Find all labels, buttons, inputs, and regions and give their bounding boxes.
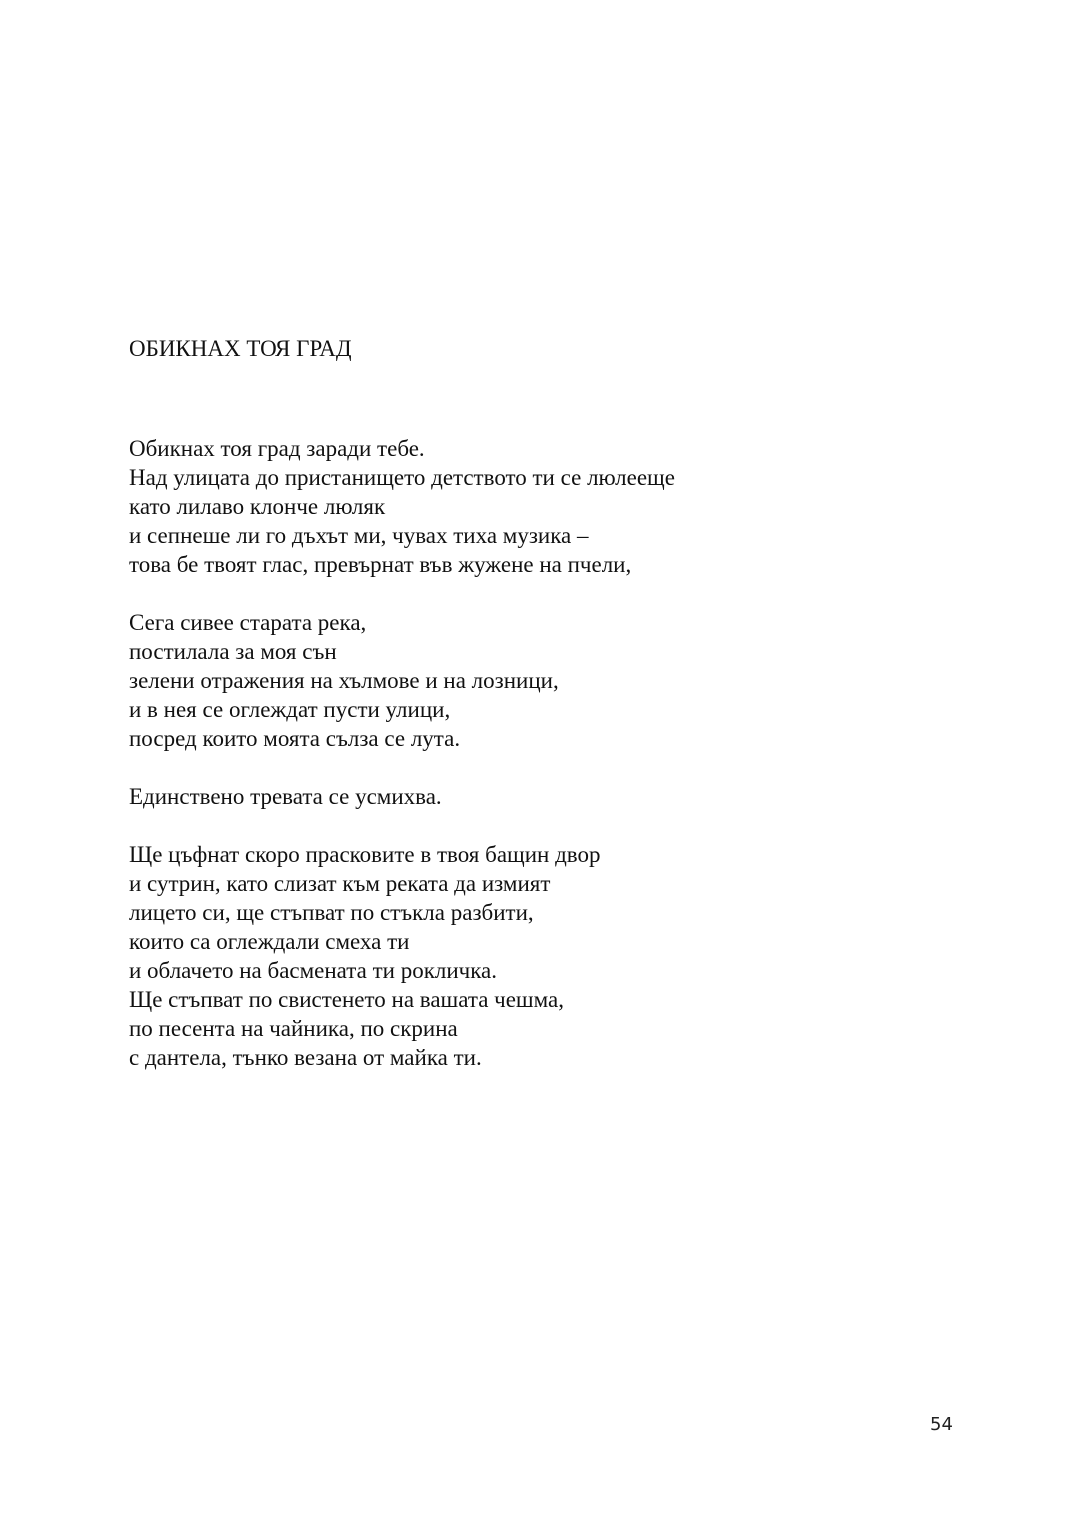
stanza <box>129 782 929 811</box>
poem-line: Ще цъфнат скоро прасковите в твоя бащин двор <box>129 842 601 867</box>
poem-line: и облачето на басмената ти рокличка. <box>129 958 498 983</box>
stanza <box>129 608 929 753</box>
poem-body <box>129 434 929 1101</box>
poem-line: и сутрин, като слизат към реката да измият <box>129 871 551 896</box>
poem-line: по песента на чайника, по скрина <box>129 1016 458 1041</box>
stanza <box>129 840 929 1072</box>
poem-line: Обикнах тоя град заради тебе. <box>129 436 425 461</box>
poem-line: постилала за моя сън <box>129 639 337 664</box>
page-number: 54 <box>930 1414 953 1435</box>
poem-line: зелени отражения на хълмове и на лозници, <box>129 668 559 693</box>
poem-line: това бе твоят глас, превърнат във жужене на пчели, <box>129 552 632 577</box>
poem-line: лицето си, ще стъпват по стъкла разбити, <box>129 900 534 925</box>
poem-line: Единствено тревата се усмихва. <box>129 784 442 809</box>
stanza <box>129 434 929 579</box>
poem-line: и сепнеше ли го дъхът ми, чувах тиха музика – <box>129 523 589 548</box>
poem-line: като лилаво клонче люляк <box>129 494 386 519</box>
poem-line: които са оглеждали смеха ти <box>129 929 410 954</box>
poem-title: ОБИКНАХ ТОЯ ГРАД <box>129 336 352 361</box>
poem-line: с дантела, тънко везана от майка ти. <box>129 1045 482 1070</box>
poem-line: Над улицата до пристанището детството ти се люлееще <box>129 465 675 490</box>
poem-line: Ще стъпват по свистенето на вашата чешма, <box>129 987 565 1012</box>
poem-line: и в нея се оглеждат пусти улици, <box>129 697 451 722</box>
poem-line: посред които моята сълза се лута. <box>129 726 461 751</box>
poem-line: Сега сивее старата река, <box>129 610 367 635</box>
